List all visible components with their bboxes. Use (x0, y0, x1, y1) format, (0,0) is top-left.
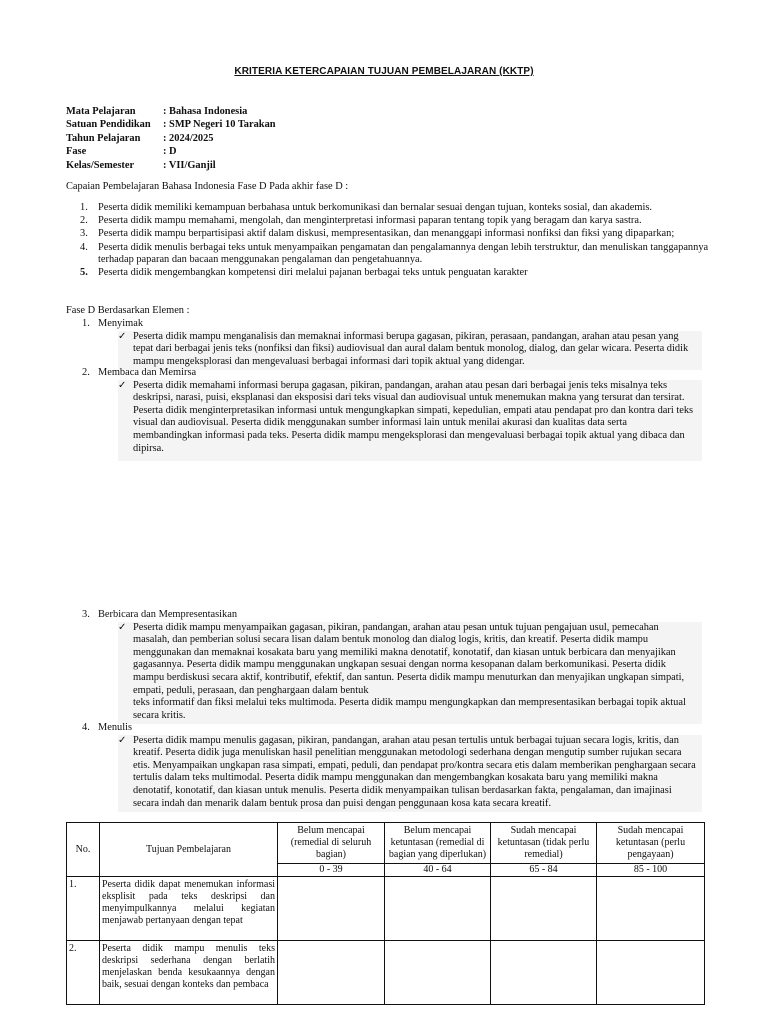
cell-score (597, 877, 705, 941)
checkmark-icon: ✓ (118, 379, 127, 391)
document-title: KRITERIA KETERCAPAIAN TUJUAN PEMBELAJARAN (KKTP) (234, 66, 534, 77)
identity-label: Fase (66, 146, 87, 158)
header-range: 0 - 39 (278, 864, 385, 877)
list-text: Peserta didik mampu berpartisipasi aktif dalam diskusi, mempresentasikan, dan menanggapi informasi nonfiksi dan fiksi yang dipaparkan; (98, 228, 675, 240)
identity-row-phase (66, 146, 276, 159)
table-row (67, 877, 705, 941)
table-header-row (67, 823, 705, 864)
header-level: Belum mencapai ketuntasan (remedial di bagian yang diperlukan) (385, 823, 491, 864)
element-text: Peserta didik mampu menulis gagasan, pikiran, pandangan, arahan atau pesan tertulis untuk berbagai tujuan secara logis, kritis, dan kreatif. Peserta didik juga menuliskan hasil penelitian menggunakan metodologi sederhana dengan mengutip sumber rujukan secara etis. Menyampaikan ungkapan rasa simpati, empati, peduli, dan pendapat pro/kontra secara etis dalam memberikan penghargaan secara tertulis dalam teks multimodal. Peserta didik mampu menggunakan dan mengembangkan kosakata baru yang memiliki makna denotatif, konotatif, dan kiasan untuk menulis. Peserta didik menyampaikan tulisan berdasarkan fakta, pengalaman, dan imajinasi secara indah dan menarik dalam bentuk prosa dan puisi dengan penggunaan kosa kata secara kreatif. (133, 734, 696, 809)
list-number: 4. (80, 241, 88, 253)
identity-label: Tahun Pelajaran (66, 132, 141, 144)
element-number: 1. (82, 318, 90, 329)
element-text: Peserta didik memahami informasi berupa gagasan, pikiran, pandangan, arahan atau pesan dari berbagai jenis teks misalnya teks deskripsi, narasi, puisi, eksplanasi dan eksposisi dari teks visual dan audiovisual untuk menemukan makna yang tersurat dan tersirat. Peserta didik menginterpretasikan informasi untuk mengungkapkan simpati, kepedulian, empati atau pendapat pro dan kontra dari teks visual dan audiovisual. Peserta didik menggunakan sumber informasi lain untuk menilai akurasi dan kualitas data serta membandingkan informasi pada teks. Peserta didik mampu mengeksplorasi dan mengevaluasi berbagai topik aktual yang dibaca dan dipirsa. (133, 379, 694, 454)
capaian-intro: Capaian Pembelajaran Bahasa Indonesia Fase D Pada akhir fase D : (66, 181, 349, 192)
element-name: Berbicara dan Mempresentasikan (98, 609, 238, 620)
element-description (118, 380, 702, 461)
element-text: teks informatif dan fiksi melalui teks multimoda. Peserta didik mampu mengungkapkan dan mempresentasikan berbagai topik aktual secara kritis. (133, 697, 686, 721)
fase-heading: Fase D Berdasarkan Elemen : (66, 305, 190, 316)
list-number: 3. (80, 228, 88, 240)
element-name: Membaca dan Memirsa (98, 367, 197, 378)
identity-row-school (66, 119, 276, 132)
identity-row-year (66, 133, 276, 146)
list-text: Peserta didik memiliki kemampuan berbahasa untuk berkomunikasi dan bernalar sesuai dengan tujuan, konteks sosial, dan akademis. (98, 202, 653, 213)
list-item (80, 267, 710, 280)
element-name: Menulis (98, 722, 133, 733)
element-berbicara (82, 609, 702, 724)
identity-label: Mata Pelajaran (66, 106, 136, 117)
cell-score (385, 877, 491, 941)
list-number: 5. (80, 267, 88, 279)
identity-row-subject (66, 106, 276, 119)
identity-value: : Bahasa Indonesia (163, 106, 248, 117)
list-number: 2. (80, 215, 88, 227)
cell-tujuan: Peserta didik dapat menemukan informasi eksplisit pada teks deskripsi dan menyimpulkannya melalui kegiatan menjawab pertanyaan dengan tepat (100, 877, 278, 941)
table-row (67, 941, 705, 1005)
identity-label: Kelas/Semester (66, 159, 135, 171)
identity-row-class (66, 160, 276, 173)
cell-score (278, 941, 385, 1005)
list-item (80, 242, 710, 267)
element-description (118, 735, 702, 813)
list-item (80, 215, 710, 228)
kktp-table (66, 822, 705, 1005)
checkmark-icon: ✓ (118, 734, 127, 746)
element-description (118, 331, 702, 371)
cell-score (597, 941, 705, 1005)
element-number: 2. (82, 367, 90, 378)
list-text: Peserta didik mampu memahami, mengolah, dan menginterpretasi informasi paparan tentang topik yang beragam dan karya sastra. (98, 215, 642, 227)
element-heading (82, 318, 702, 331)
list-item (80, 228, 710, 241)
cell-score (385, 941, 491, 1005)
cell-tujuan: Peserta didik mampu menulis teks deskripsi sederhana dengan berlatih menjelaskan benda kesukaannya dengan baik, sesuai dengan konteks dan pembaca (100, 941, 278, 1005)
element-description (118, 622, 702, 725)
element-number: 3. (82, 609, 90, 620)
list-number: 1. (80, 202, 88, 213)
list-text: Peserta didik mengembangkan kompetensi diri melalui pajanan berbagai teks untuk penguatan karakter (98, 267, 528, 279)
cell-score (491, 877, 597, 941)
checkmark-icon: ✓ (118, 621, 127, 633)
identity-value: : VII/Ganjil (163, 159, 216, 171)
header-range: 65 - 84 (491, 864, 597, 877)
header-level: Sudah mencapai ketuntasan (perlu pengayaan) (597, 823, 705, 864)
identity-label: Satuan Pendidikan (66, 119, 151, 131)
cell-score (491, 941, 597, 1005)
element-heading (82, 722, 702, 735)
identity-value: : 2024/2025 (163, 132, 214, 144)
header-level: Sudah mencapai ketuntasan (tidak perlu remedial) (491, 823, 597, 864)
identity-value: : SMP Negeri 10 Tarakan (163, 119, 276, 131)
header-tujuan: Tujuan Pembelajaran (100, 823, 278, 877)
header-range: 85 - 100 (597, 864, 705, 877)
element-text: Peserta didik mampu menganalisis dan memaknai informasi berupa gagasan, pikiran, perasaan, pandangan, arahan atau pesan yang tepat dari berbagai jenis teks (nonfiksi dan fiksi) audiovisual dan aural dalam bentuk monolog, dialog, dan gelar wicara. Peserta didik mampu mengeksplorasi dan mengevaluasi berbagai informasi dari topik aktual yang didengar. (133, 330, 689, 367)
element-text: Peserta didik mampu menyampaikan gagasan, pikiran, pandangan, arahan atau pesan untuk tujuan pengajuan usul, pemecahan masalah, dan pemberian solusi secara lisan dalam bentuk monolog dan dialog logis, kritis, dan kreatif. Peserta didik mampu menggunakan dan memaknai kosakata baru yang memiliki makna denotatif, konotatif, dan kiasan untuk berbicara dan menyajikan gagasannya. Peserta didik mampu menggunakan ungkapan sesuai dengan norma kesopanan dalam berkomunikasi. Peserta didik mampu berdiskusi secara aktif, kontributif, efektif, dan santun. Peserta didik mampu menuturkan dan menyajikan ungkapan simpati, empati, peduli, perasaan, dan penghargaan dalam bentuk (133, 621, 685, 696)
element-heading (82, 367, 702, 380)
cell-no: 1. (67, 877, 100, 941)
element-membaca (82, 367, 702, 461)
list-text: Peserta didik menulis berbagai teks untuk menyampaikan pengamatan dan pengalamannya dengan lebih terstruktur, dan menuliskan tanggapannya terhadap paparan dan bacaan menggunakan pengalaman dan pengetahuannya. (98, 241, 709, 266)
identity-value: : D (163, 146, 177, 158)
list-item (80, 202, 710, 215)
element-number: 4. (82, 722, 90, 733)
header-no: No. (67, 823, 100, 877)
header-range: 40 - 64 (385, 864, 491, 877)
cell-no: 2. (67, 941, 100, 1005)
checkmark-icon: ✓ (118, 330, 127, 342)
element-heading (82, 609, 702, 622)
cell-score (278, 877, 385, 941)
identity-block (66, 106, 276, 173)
element-menyimak (82, 318, 702, 370)
element-name: Menyimak (98, 318, 144, 329)
capaian-list (80, 202, 710, 281)
element-menulis (82, 722, 702, 812)
header-level: Belum mencapai (remedial di seluruh bagian) (278, 823, 385, 864)
